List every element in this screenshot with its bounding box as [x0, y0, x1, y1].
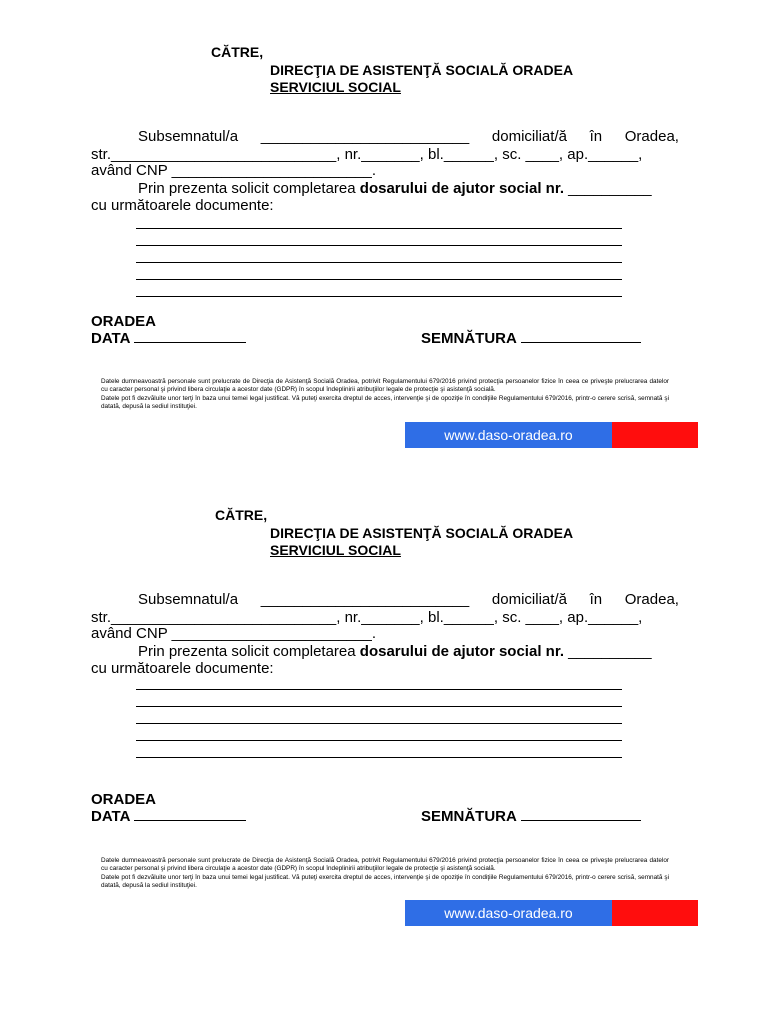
applicant-label: Subsemnatul/a	[138, 128, 239, 145]
dossier-label: dosarului de ajutor social nr.	[359, 643, 564, 660]
in-word: în	[589, 591, 603, 608]
request-line	[91, 643, 679, 660]
document-line[interactable]	[136, 279, 622, 280]
request-text: Prin prezenta solicit completarea	[138, 180, 360, 197]
applicant-line	[91, 128, 679, 145]
applicant-line	[91, 591, 679, 608]
addressee-label: CĂTRE,	[215, 507, 268, 523]
documents-label: cu următoarele documente:	[91, 197, 274, 214]
website-banner	[405, 422, 698, 448]
website-banner	[405, 900, 698, 926]
gdpr-paragraph: Datele dumneavoastră personale sunt prelucrate de Direcţia de Asistenţă Socială Oradea, potrivit Regulamentului 679/2016 privind protecţia persoanelor fizice în ceea ce priveşte prelucrarea datelor cu caracter personal şi privind libera circulaţie a acestor date (GDPR) în scopul îndeplinirii atribuţiilor legale de protecţie şi asistenţă socială.	[101, 378, 669, 394]
document-line[interactable]	[136, 228, 622, 229]
date-field	[91, 808, 246, 825]
date-label: DATA	[91, 330, 131, 347]
city-word: Oradea,	[624, 128, 679, 145]
dossier-number-blank[interactable]: __________	[564, 643, 652, 660]
institution-name: DIRECŢIA DE ASISTENŢĂ SOCIALĂ ORADEA	[270, 62, 574, 78]
banner-red-block	[612, 422, 698, 448]
addressee-label: CĂTRE,	[211, 44, 264, 60]
gdpr-notice	[101, 378, 669, 412]
website-link[interactable]: www.daso-oradea.ro	[405, 422, 612, 448]
domicile-label: domiciliat/ă	[491, 128, 567, 145]
date-field	[91, 330, 246, 347]
institution-name: DIRECŢIA DE ASISTENŢĂ SOCIALĂ ORADEA	[270, 525, 574, 541]
request-text: Prin prezenta solicit completarea	[138, 643, 360, 660]
document-line[interactable]	[136, 689, 622, 690]
website-link[interactable]: www.daso-oradea.ro	[405, 900, 612, 926]
department-name: SERVICIUL SOCIAL	[270, 79, 401, 95]
document-line[interactable]	[136, 296, 622, 297]
date-blank[interactable]	[134, 808, 246, 821]
signature-blank[interactable]	[521, 808, 641, 821]
gdpr-paragraph: Datele pot fi dezvăluite unor terţi în baza unui temei legal justificat. Vă puteţi exercita dreptul de acces, intervenţie şi de opoziţie în condiţiile Regulamentului 679/2016, printr-o cerere scrisă, semnată şi datată, depusă la sediul instituţiei.	[101, 394, 669, 411]
application-form-2	[0, 463, 770, 933]
gdpr-paragraph: Datele dumneavoastră personale sunt prelucrate de Direcţia de Asistenţă Socială Oradea, potrivit Regulamentului 679/2016 privind protecţia persoanelor fizice în ceea ce priveşte prelucrarea datelor cu caracter personal şi privind libera circulaţie a acestor date (GDPR) în scopul îndeplinirii atribuţiilor legale de protecţie şi asistenţă socială.	[101, 857, 669, 873]
gdpr-notice	[101, 857, 669, 891]
address-line[interactable]: str.___________________________, nr._______, bl.______, sc. ____, ap.______,	[91, 146, 643, 163]
applicant-label: Subsemnatul/a	[138, 591, 239, 608]
in-word: în	[589, 128, 603, 145]
document-line[interactable]	[136, 723, 622, 724]
gdpr-paragraph: Datele pot fi dezvăluite unor terţi în baza unui temei legal justificat. Vă puteţi exercita dreptul de acces, intervenţie şi de opoziţie în condiţiile Regulamentului 679/2016, printr-o cerere scrisă, semnată şi datată, depusă la sediul instituţiei.	[101, 873, 669, 890]
domicile-label: domiciliat/ă	[491, 591, 567, 608]
signature-label: SEMNĂTURA	[421, 330, 517, 347]
application-form-1	[0, 0, 770, 470]
city-label: ORADEA	[91, 313, 157, 330]
signature-blank[interactable]	[521, 330, 641, 343]
applicant-name-blank[interactable]: _________________________	[260, 591, 470, 608]
address-line[interactable]: str.___________________________, nr._______, bl.______, sc. ____, ap.______,	[91, 609, 643, 626]
cnp-line[interactable]: având CNP ________________________.	[91, 162, 376, 179]
dossier-number-blank[interactable]: __________	[564, 180, 652, 197]
date-blank[interactable]	[134, 330, 246, 343]
signature-label: SEMNĂTURA	[421, 808, 517, 825]
cnp-line[interactable]: având CNP ________________________.	[91, 625, 376, 642]
document-line[interactable]	[136, 245, 622, 246]
city-label: ORADEA	[91, 791, 157, 808]
banner-red-block	[612, 900, 698, 926]
date-label: DATA	[91, 808, 131, 825]
document-line[interactable]	[136, 706, 622, 707]
documents-label: cu următoarele documente:	[91, 660, 274, 677]
signature-field	[421, 330, 641, 347]
signature-field	[421, 808, 641, 825]
request-line	[91, 180, 679, 197]
document-line[interactable]	[136, 757, 622, 758]
document-line[interactable]	[136, 262, 622, 263]
department-name: SERVICIUL SOCIAL	[270, 542, 401, 558]
city-word: Oradea,	[624, 591, 679, 608]
document-line[interactable]	[136, 740, 622, 741]
dossier-label: dosarului de ajutor social nr.	[359, 180, 564, 197]
applicant-name-blank[interactable]: _________________________	[260, 128, 470, 145]
